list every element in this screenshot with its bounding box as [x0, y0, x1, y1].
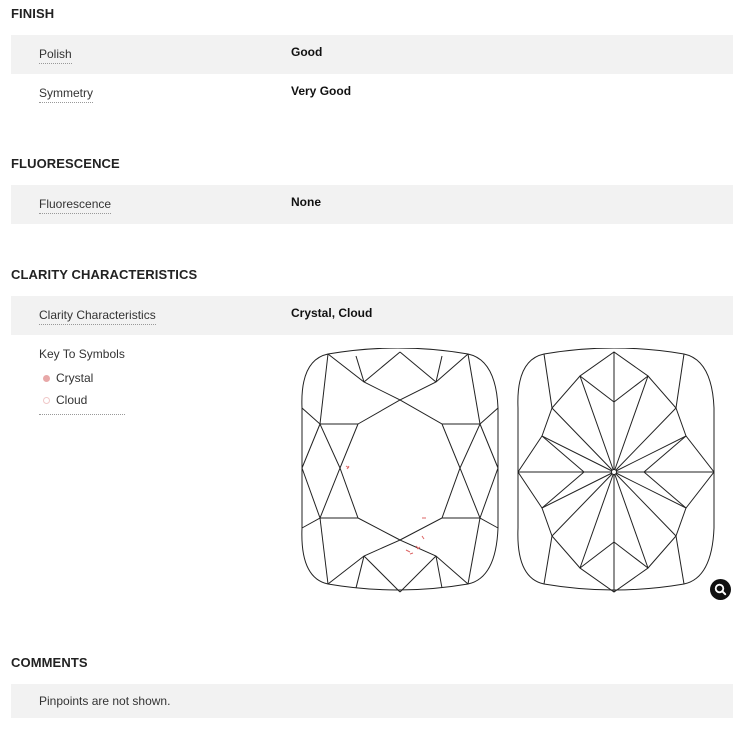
polish-row: [11, 35, 733, 74]
clarity-characteristics-label[interactable]: Clarity Characteristics: [39, 308, 156, 325]
comments-row: [11, 684, 733, 718]
fluorescence-label[interactable]: Fluorescence: [39, 197, 111, 214]
fluorescence-heading: FLUORESCENCE: [11, 156, 120, 171]
fluorescence-row: [11, 185, 733, 224]
crown-diagram: [302, 348, 498, 592]
clarity-heading: CLARITY CHARACTERISTICS: [11, 267, 198, 282]
comments-heading: COMMENTS: [11, 655, 88, 670]
key-item-cloud-label: Cloud: [56, 393, 88, 407]
comments-text: Pinpoints are not shown.: [39, 694, 171, 708]
pavilion-diagram: [518, 348, 714, 592]
symmetry-row: [11, 74, 733, 113]
key-item-cloud: [39, 389, 125, 411]
clarity-characteristics-value: Crystal, Cloud: [291, 306, 373, 320]
zoom-button[interactable]: [710, 579, 731, 600]
polish-label[interactable]: Polish: [39, 47, 72, 64]
magnifier-icon: [710, 579, 731, 600]
symmetry-label[interactable]: Symmetry: [39, 86, 93, 103]
key-to-symbols-title: Key To Symbols: [39, 347, 125, 361]
key-item-crystal: [39, 367, 125, 389]
polish-value: Good: [291, 45, 323, 59]
fluorescence-value: None: [291, 195, 321, 209]
symmetry-value: Very Good: [291, 84, 352, 98]
clarity-plot-diagram: [298, 348, 718, 596]
key-item-crystal-label: Crystal: [56, 371, 94, 385]
cloud-symbol-icon: [43, 397, 50, 404]
finish-heading: FINISH: [11, 6, 55, 21]
key-to-symbols-list: [39, 367, 125, 415]
clarity-characteristics-row: [11, 296, 733, 335]
crystal-symbol-icon: [43, 375, 50, 382]
